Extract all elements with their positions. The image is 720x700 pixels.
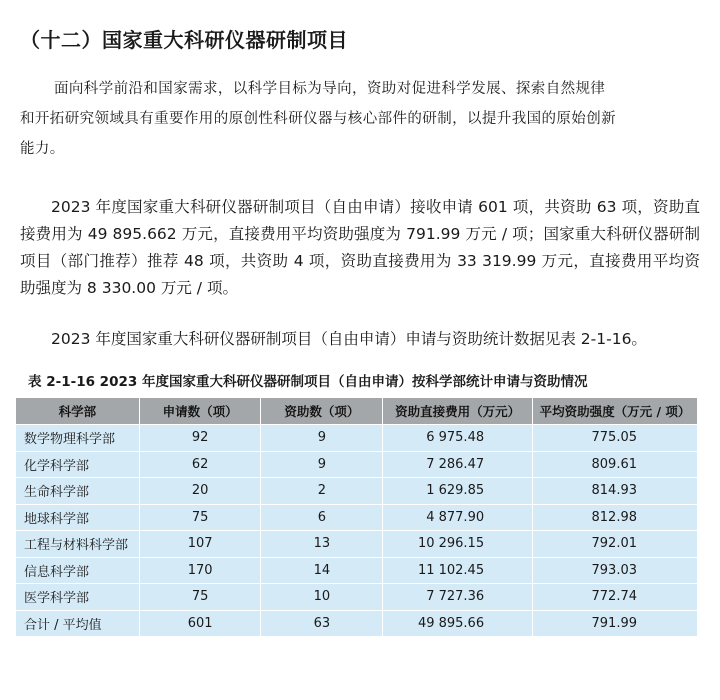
section-title: （十二）国家重大科研仪器研制项目 bbox=[20, 28, 348, 52]
department-cell: 工程与材料科学部 bbox=[16, 531, 140, 558]
table-row bbox=[16, 425, 698, 452]
table-reference: 2023 年度国家重大科研仪器研制项目（自由申请）申请与资助统计数据见表 2-1-16。 bbox=[51, 330, 647, 348]
funded-cell: 10 bbox=[261, 584, 383, 611]
average-intensity-cell: 772.74 bbox=[533, 584, 698, 611]
header-department: 科学部 bbox=[16, 398, 140, 425]
applications-cell: 92 bbox=[139, 425, 261, 452]
table-row bbox=[16, 478, 698, 505]
total-average-intensity-cell: 791.99 bbox=[533, 610, 698, 637]
funded-cell: 14 bbox=[261, 557, 383, 584]
direct-cost-cell: 4 877.90 bbox=[383, 504, 533, 531]
total-direct-cost-cell: 49 895.66 bbox=[383, 610, 533, 637]
direct-cost-cell: 10 296.15 bbox=[383, 531, 533, 558]
table-header-row bbox=[16, 398, 698, 425]
stats-table bbox=[15, 397, 698, 637]
header-direct-cost: 资助直接费用（万元） bbox=[383, 398, 533, 425]
direct-cost-cell: 7 286.47 bbox=[383, 451, 533, 478]
funded-cell: 13 bbox=[261, 531, 383, 558]
intro-line-2: 和开拓研究领域具有重要作用的原创性科研仪器与核心部件的研制，以提升我国的原始创新 bbox=[20, 111, 616, 127]
funded-cell: 6 bbox=[261, 504, 383, 531]
table-row bbox=[16, 557, 698, 584]
applications-cell: 170 bbox=[139, 557, 261, 584]
direct-cost-cell: 7 727.36 bbox=[383, 584, 533, 611]
direct-cost-cell: 11 102.45 bbox=[383, 557, 533, 584]
table-row bbox=[16, 504, 698, 531]
funded-cell: 9 bbox=[261, 425, 383, 452]
department-cell: 生命科学部 bbox=[16, 478, 140, 505]
average-intensity-cell: 792.01 bbox=[533, 531, 698, 558]
table-row bbox=[16, 584, 698, 611]
table-row bbox=[16, 451, 698, 478]
total-applications-cell: 601 bbox=[139, 610, 261, 637]
applications-cell: 107 bbox=[139, 531, 261, 558]
direct-cost-cell: 1 629.85 bbox=[383, 478, 533, 505]
average-intensity-cell: 814.93 bbox=[533, 478, 698, 505]
department-cell: 信息科学部 bbox=[16, 557, 140, 584]
department-cell: 医学科学部 bbox=[16, 584, 140, 611]
average-intensity-cell: 809.61 bbox=[533, 451, 698, 478]
applications-cell: 20 bbox=[139, 478, 261, 505]
average-intensity-cell: 812.98 bbox=[533, 504, 698, 531]
funded-cell: 2 bbox=[261, 478, 383, 505]
average-intensity-cell: 793.03 bbox=[533, 557, 698, 584]
department-cell: 化学科学部 bbox=[16, 451, 140, 478]
applications-cell: 75 bbox=[139, 504, 261, 531]
total-funded-cell: 63 bbox=[261, 610, 383, 637]
direct-cost-cell: 6 975.48 bbox=[383, 425, 533, 452]
total-label-cell: 合计 / 平均值 bbox=[16, 610, 140, 637]
applications-cell: 62 bbox=[139, 451, 261, 478]
summary-paragraph: 2023 年度国家重大科研仪器研制项目（自由申请）接收申请 601 项，共资助 63 项，资助直接费用为 49 895.662 万元，直接费用平均资助强度为 791.99 万元 / 项；国家重大科研仪器研制项目（部门推荐）推荐 48 项，共资助 4 项，资助直接费用为 33 319.99 万元，直接费用平均资助强度为 8 330.00 万元 / 项。 bbox=[20, 198, 700, 297]
department-cell: 地球科学部 bbox=[16, 504, 140, 531]
department-cell: 数学物理科学部 bbox=[16, 425, 140, 452]
funded-cell: 9 bbox=[261, 451, 383, 478]
intro-line-1: 面向科学前沿和国家需求，以科学目标为导向，资助对促进科学发展、探索自然规律 bbox=[54, 81, 606, 97]
header-funded: 资助数（项） bbox=[261, 398, 383, 425]
average-intensity-cell: 775.05 bbox=[533, 425, 698, 452]
header-applications: 申请数（项） bbox=[139, 398, 261, 425]
table-total-row bbox=[16, 610, 698, 637]
applications-cell: 75 bbox=[139, 584, 261, 611]
table-row bbox=[16, 531, 698, 558]
header-average-intensity: 平均资助强度（万元 / 项） bbox=[533, 398, 698, 425]
table-caption: 表 2-1-16 2023 年度国家重大科研仪器研制项目（自由申请）按科学部统计申请与资助情况 bbox=[28, 374, 588, 390]
intro-line-3: 能力。 bbox=[20, 141, 65, 157]
